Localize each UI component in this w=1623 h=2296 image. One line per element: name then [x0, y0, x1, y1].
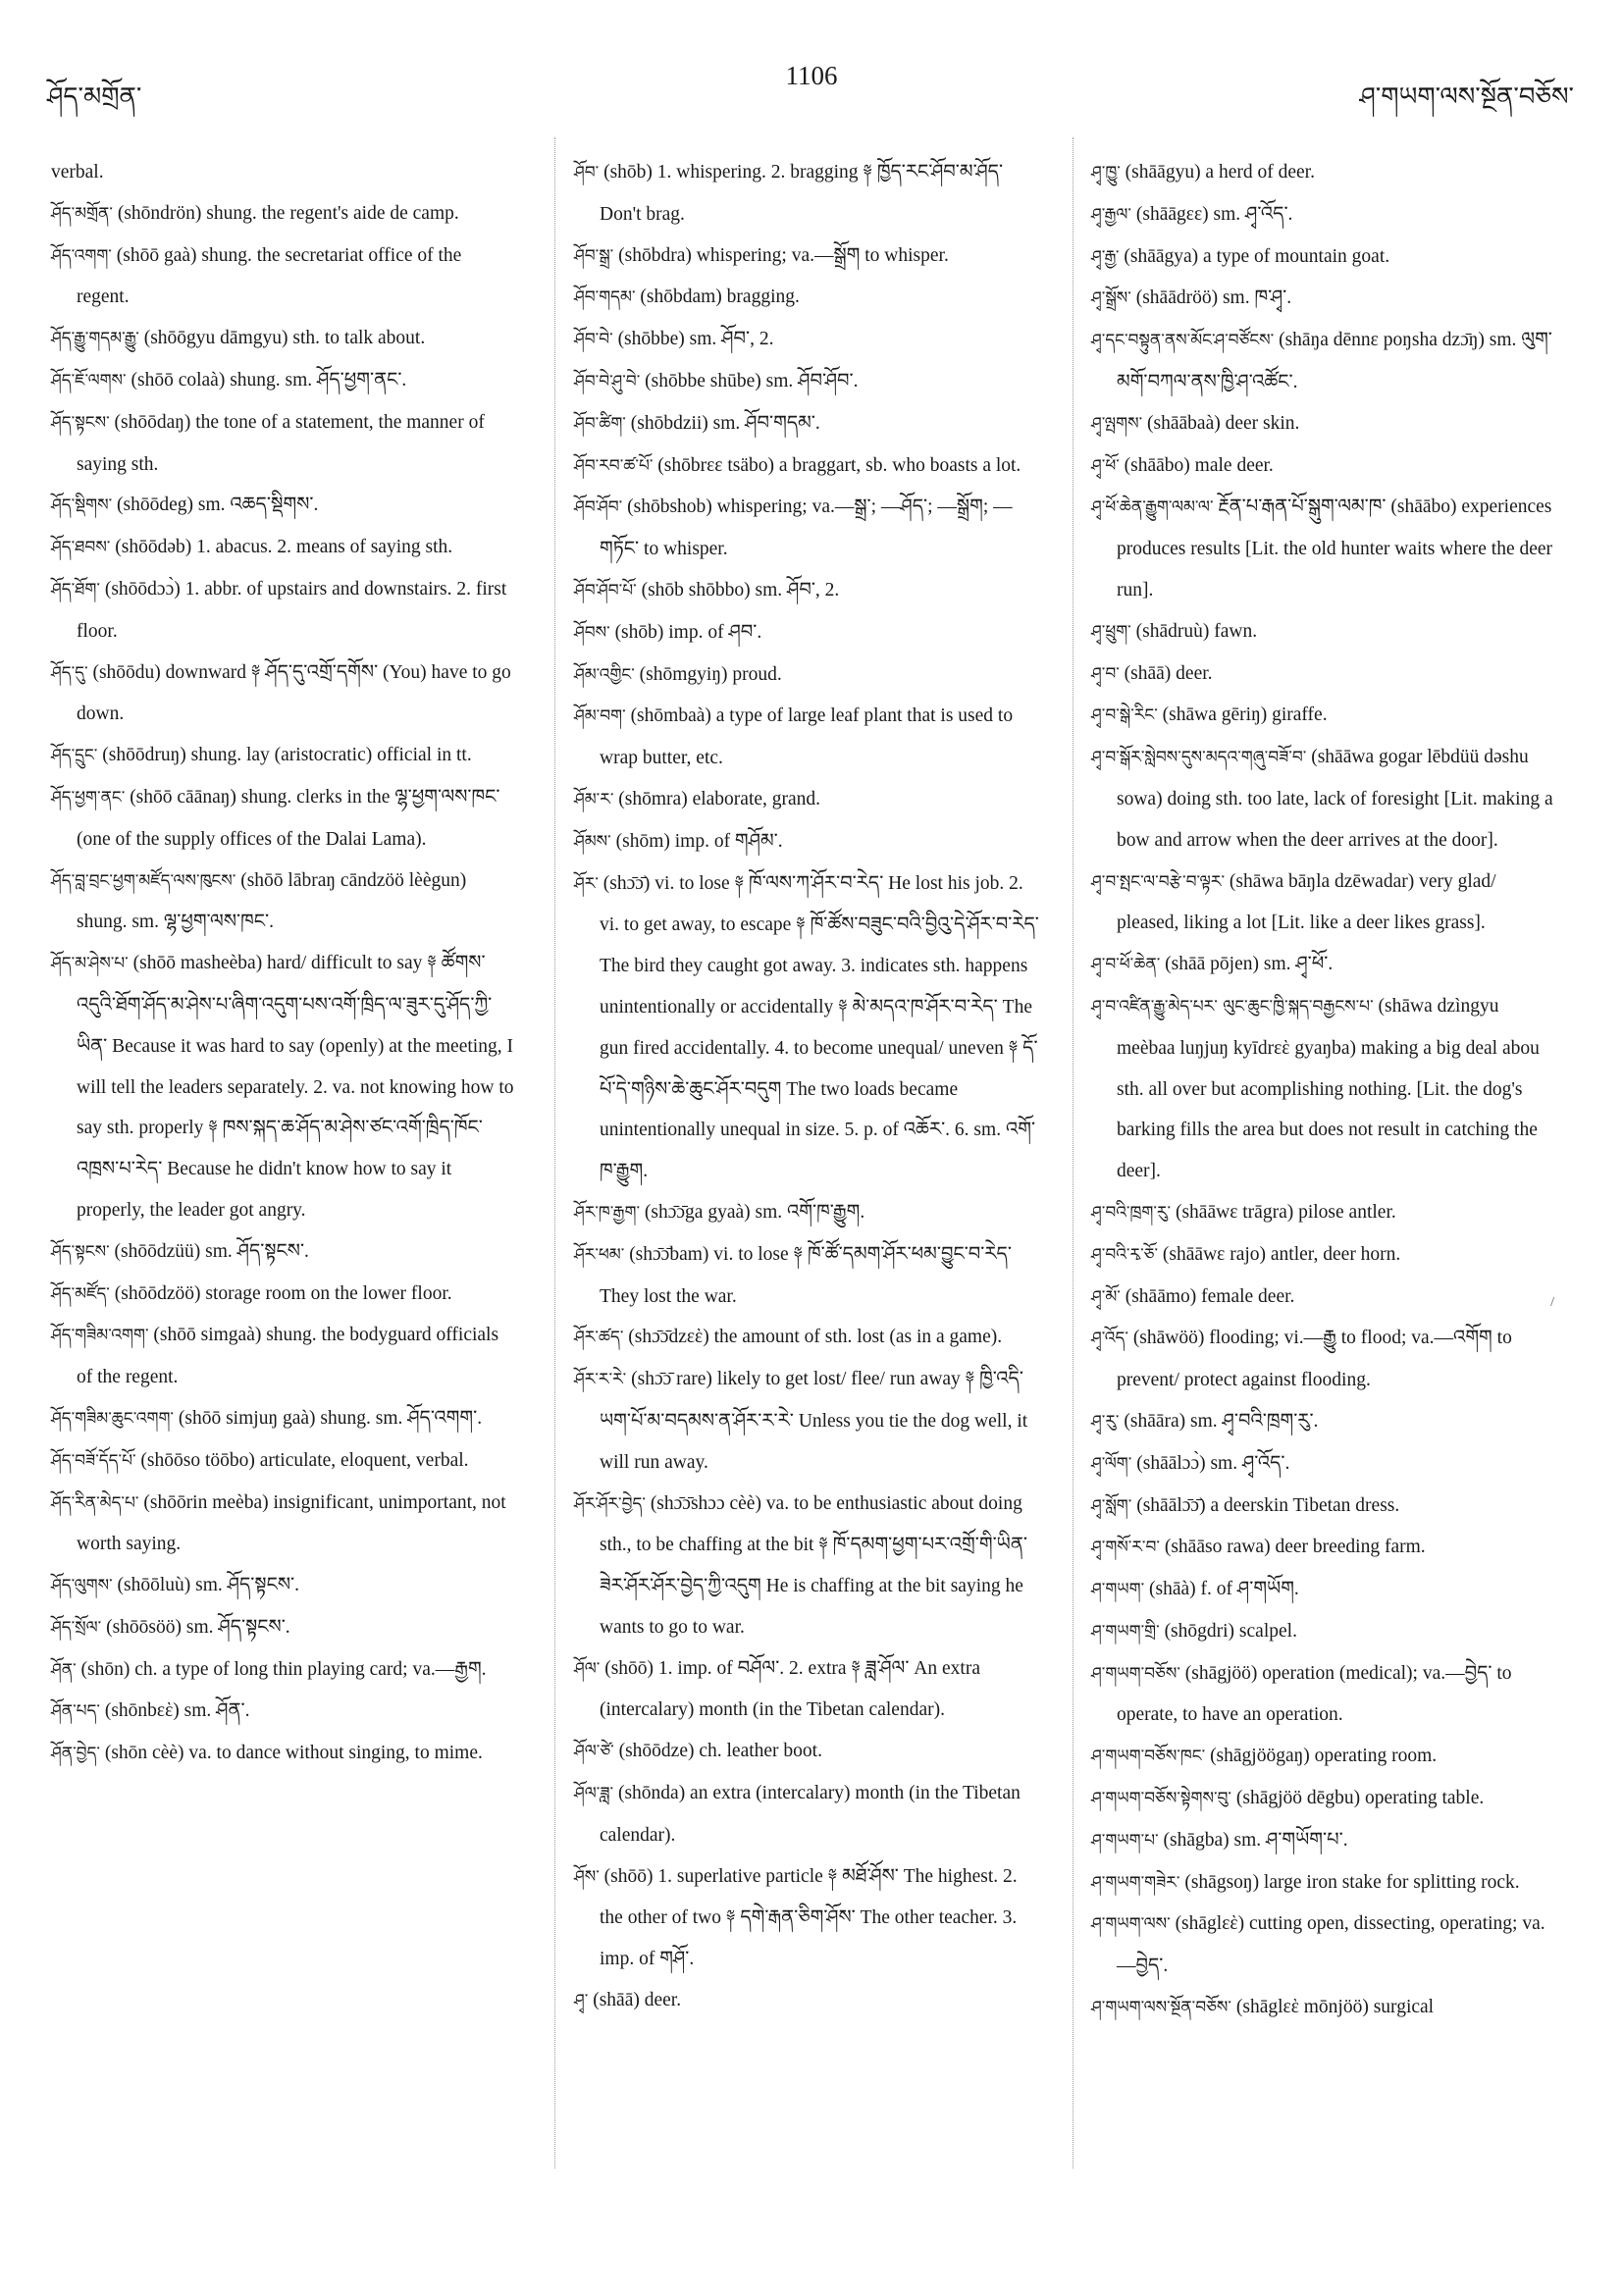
- entry-definition: (shāā) deer.: [1124, 662, 1213, 684]
- entry-definition: (shōōsöö) sm. ཤོད་སྟངས་.: [106, 1616, 290, 1638]
- dictionary-entry: [1091, 1653, 1557, 1737]
- dictionary-entry: [51, 318, 517, 360]
- dictionary-entry: [51, 485, 517, 527]
- entry-definition: (shōōso töōbo) articulate, eloquent, verbal.: [140, 1449, 469, 1471]
- dictionary-entry: [574, 152, 1040, 235]
- entry-definition: (shɔ̄ɔ̄) vi. to lose ༈ ཁོ་ལས་ཀ་ཤོར་བ་རེད་ He lost his job. 2. vi. to get away, to escape ༈ ཁོ་ཚོས་བཟུང་བའི་བྱིའུ་དེ་ཤོར་བ་རེད་ The bird they caught got away. 3. indicates sth. happens unintentionally or accidentally ༈ མེ་མདའ་ཁ་ཤོར་བ་རེད་ The gun fired accidentally. 4. to become unequal/ uneven ༈ དོ་པོ་དེ་གཉིས་ཆེ་ཆུང་ཤོར་བདུག The two loads became unintentionally unequal in size. 5. p. of འཆོར་. 6. sm. འགོ་ཁ་རྒྱུག.: [600, 872, 1039, 1182]
- dictionary-entry: [1091, 1904, 1557, 1987]
- entry-headword: ཤ་གཡག་པ་: [1091, 1830, 1159, 1851]
- entry-definition: (shāāgya) a type of mountain goat.: [1124, 245, 1390, 267]
- entry-headword: ཤོབས་: [574, 622, 610, 643]
- dictionary-column-1: [51, 152, 517, 1775]
- dictionary-entry: [574, 863, 1040, 1192]
- entry-headword: ཤྭ་ལོག་: [1091, 1453, 1132, 1474]
- entry-definition: (shōōdu) downward ༈ ཤོད་དུ་འགྲོ་དགོས་ (You) have to go down.: [77, 661, 511, 725]
- dictionary-entry: [1091, 487, 1557, 610]
- entry-headword: ཤོད་འགག་: [51, 245, 112, 266]
- entry-headword: ཤོར་ཚད་: [574, 1328, 624, 1348]
- entry-definition: (shādruù) fawn.: [1135, 620, 1258, 642]
- entry-definition: (shāŋa dēnnε poŋsha dzɔ̄ŋ) sm. ལུག་མགོ་བཀལ་ནས་ཁྱི་ཤ་འཚོང་.: [1117, 330, 1552, 392]
- dictionary-entry: [1091, 653, 1557, 696]
- entry-definition: (shōōdəb) 1. abacus. 2. means of saying sth.: [115, 537, 453, 558]
- dictionary-entry: [574, 1234, 1040, 1318]
- dictionary-entry: [1091, 320, 1557, 403]
- dictionary-column-2: [574, 152, 1040, 2022]
- entry-headword: ཤ་གཡག་བཅོས་: [1091, 1663, 1180, 1684]
- dictionary-entry: [1091, 737, 1557, 861]
- dictionary-entry: [1091, 944, 1557, 986]
- entry-headword: ཤོད་བཟོ་དོད་པོ་: [51, 1450, 136, 1471]
- dictionary-entry: [574, 403, 1040, 445]
- dictionary-entry: [1091, 152, 1557, 194]
- dictionary-entry: [1091, 1234, 1557, 1277]
- entry-headword: ཤྭ་རྒྱ་: [1091, 246, 1120, 267]
- entry-definition: (shɔ̄ɔ̄bam) vi. to lose ༈ ཁོ་ཚོ་དམག་ཤོར་ཕམ་བྱུང་བ་རེད་ They lost the war.: [600, 1243, 1012, 1307]
- dictionary-entry: [51, 777, 517, 861]
- entry-definition: (shāāgεε) sm. ཤྭ་འོད་.: [1135, 203, 1293, 225]
- entry-headword: ཤོད་མ་ཤེས་པ་: [51, 954, 129, 974]
- entry-headword: ཤོད་མགྲོན་: [51, 203, 113, 224]
- entry-definition: (shōōdze) ch. leather boot.: [618, 1741, 822, 1762]
- entry-headword: ཤོབ་ཤོབ་པོ་: [574, 580, 637, 600]
- entry-definition: (shāāgyu) a herd of deer.: [1125, 162, 1315, 183]
- entry-headword: ཤོབ་ཤོབ་: [574, 497, 623, 518]
- entry-headword: ཤོབ་རབ་ཚ་པོ་: [574, 455, 654, 476]
- entry-definition: (shōōdruŋ) shung. lay (aristocratic) official in tt.: [102, 745, 472, 766]
- dictionary-entry: [51, 1649, 517, 1692]
- entry-headword: ཤ་གཡག་གྲི་: [1091, 1621, 1160, 1642]
- entry-headword: ཤོད་ལུགས་: [51, 1576, 113, 1596]
- dictionary-entry: [51, 861, 517, 944]
- entry-definition: (shōō colaà) shung. sm. ཤོད་ཕྱག་ནང་.: [131, 369, 407, 391]
- entry-headword: ཤྭ་འོད་: [1091, 1329, 1128, 1349]
- entry-headword: ཤ་གཡག་བཅོས་ཁང་: [1091, 1747, 1206, 1767]
- entry-headword: ཤོར་ཤོར་བྱེད་: [574, 1493, 646, 1514]
- entry-headword: ཤོད་དྲུང་: [51, 746, 98, 766]
- entry-headword: ཤ་གཡག་: [1091, 1580, 1145, 1600]
- dictionary-entry: [1091, 861, 1557, 945]
- dictionary-entry: [1091, 1862, 1557, 1905]
- dictionary-entry: [51, 360, 517, 402]
- entry-definition: (shōb shōbbo) sm. ཤོབ་, 2.: [641, 579, 840, 600]
- dictionary-entry: [574, 487, 1040, 570]
- dictionary-entry: [574, 1192, 1040, 1234]
- entry-headword: ཤོད་རིན་མེད་པ་: [51, 1492, 139, 1513]
- dictionary-entry: [574, 1484, 1040, 1648]
- entry-definition: (shāādröö) sm. ཁ་ཤྭ་.: [1135, 287, 1292, 309]
- dictionary-entry: [51, 1607, 517, 1649]
- dictionary-entry: [1091, 1318, 1557, 1401]
- entry-definition: (shāwa dzìngyu meèbaa luŋjuŋ kyīdrεὲ gyaŋba) making a big deal abou sth. all over but acomplishing nothing. [Lit. the dog's barking fills the area but does not result in catching the deer].: [1117, 995, 1540, 1182]
- entry-headword: ཤྭ་བ་ཕོ་ཆེན་: [1091, 955, 1161, 975]
- margin-mark: /: [1550, 1295, 1554, 1310]
- dictionary-entry: [51, 1274, 517, 1316]
- entry-headword: ཤོད་མཛོད་: [51, 1283, 110, 1304]
- entry-definition: (shōmgyiŋ) proud.: [639, 663, 782, 685]
- entry-definition: (shōōgyu dāmgyu) sth. to talk about.: [143, 328, 426, 349]
- entry-definition: (shōō) 1. superlative particle ༈ མཐོ་ཤོས་ The highest. 2. the other of two ༈ དགེ་རྒན་ཅིག་ཤོས་ The other teacher. 3. imp. of གཤོ་.: [600, 1865, 1018, 1970]
- dictionary-entry: [574, 821, 1040, 863]
- dictionary-entry: [1091, 236, 1557, 279]
- entry-definition: (shāāso rawa) deer breeding farm.: [1164, 1537, 1426, 1558]
- dictionary-entry: [51, 402, 517, 486]
- entry-headword: ཤྭ་ཕོ་ཆེན་རྒྱུག་ལམ་ལ་: [1091, 497, 1214, 518]
- entry-headword: ཤྭ་བའི་ཁྲག་རུ་: [1091, 1202, 1172, 1223]
- entry-headword: ཤྭ་རུ་: [1091, 1411, 1120, 1432]
- entry-definition: (shōb) imp. of ཤབ་.: [614, 621, 762, 643]
- entry-headword: ཤོས་: [574, 1866, 600, 1887]
- dictionary-entry: [574, 696, 1040, 779]
- entry-headword: ཤོབ་: [574, 163, 600, 183]
- entry-definition: རྔོན་པ་རྒན་པོ་སྒུག་ལམ་ཁ་ (shāābo) experiences produces results [Lit. the old hunter waits where the deer run].: [1117, 496, 1553, 600]
- dictionary-entry: [51, 527, 517, 569]
- entry-headword: ཤོབ་སྒྲ་: [574, 245, 614, 266]
- entry-definition: (shōō masheèba) hard/ difficult to say ༈ ཚོགས་འདུའི་ཐོག་ཤོད་མ་ཤེས་པ་ཞིག་འདུག་པས་འགོ་ཁྲིད་ལ་ཟུར་དུ་ཤོད་ཀྱི་ཡིན་ Because it was hard to say (openly) at the meeting, I will tell the leaders separately. 2. va. not knowing how to say sth. properly ༈ ཁས་སྐད་ཆ་ཤོད་མ་ཤེས་ཙང་འགོ་ཁྲིད་ཁོང་འཁྲས་པ་རེད་ Because he didn't know how to say it properly, the leader got angry.: [77, 953, 514, 1221]
- entry-definition: (shōmra) elaborate, grand.: [618, 788, 821, 809]
- column-divider: [554, 137, 556, 2168]
- entry-definition: (shōm) imp. of གཤོམ་.: [615, 830, 783, 852]
- entry-headword: ཤོད་སྲོལ་: [51, 1617, 102, 1638]
- entry-headword: ཤོར་: [574, 873, 599, 894]
- dictionary-entry: [574, 1317, 1040, 1359]
- entry-definition: (shōbbe shūbe) sm. ཤོབ་ཤོབ་.: [645, 370, 859, 391]
- entry-definition: (shōōdeg) sm. འཆད་སྡིགས་.: [117, 495, 319, 516]
- dictionary-entry: [574, 1856, 1040, 1980]
- entry-headword: ཤོལ་: [574, 1658, 601, 1679]
- entry-definition: (shāālɔɔ̀) sm. ཤྭ་འོད་.: [1136, 1452, 1290, 1474]
- entry-definition: (shāgjöö) operation (medical); va.—བྱེད་ to operate, to have an operation.: [1117, 1662, 1512, 1726]
- entry-definition: (shōn cèè) va. to dance without singing, to mime.: [104, 1743, 483, 1764]
- entry-headword: ཤོམས་: [574, 831, 611, 852]
- dictionary-entry: [51, 1565, 517, 1607]
- entry-headword: ཤོབ་བེ་ཤུ་བེ་: [574, 371, 641, 391]
- entry-definition: (shōbrεε tsäbo) a braggart, sb. who boasts a lot.: [657, 454, 1021, 476]
- entry-definition: (shāgsoŋ) large iron stake for splitting rock.: [1184, 1871, 1520, 1893]
- dictionary-entry: [1091, 986, 1557, 1192]
- entry-definition: (shāgjöö dēgbu) operating table.: [1235, 1788, 1485, 1809]
- entry-definition: (shōgdri) scalpel.: [1164, 1620, 1297, 1642]
- entry-definition: (shāgba) sm. ཤ་གཡོག་པ་.: [1163, 1829, 1348, 1851]
- entry-definition: (shōō lābraŋ cāndzöö lèègun) shung. sm. ལྷ་ཕྱག་ལས་ཁང་.: [77, 869, 467, 933]
- entry-definition: (shāāwε rajo) antler, deer horn.: [1162, 1243, 1401, 1265]
- entry-definition: (shōndrön) shung. the regent's aide de camp.: [117, 202, 459, 224]
- running-head-left: ཤོད་མགྲོན་: [47, 82, 142, 112]
- entry-headword: ཤ་གཡག་གཟེར་: [1091, 1872, 1180, 1893]
- entry-definition: (shōō simgaà) shung. the bodyguard officials of the regent.: [77, 1325, 499, 1388]
- entry-definition: (shāālɔ̄ɔ̄) a deerskin Tibetan dress.: [1136, 1494, 1400, 1516]
- entry-headword: ཤོར་ཁ་རྒྱག་: [574, 1202, 641, 1223]
- entry-definition: (shōbbe) sm. ཤོབ་, 2.: [617, 329, 774, 350]
- entry-headword: ཤོན་པད་: [51, 1701, 100, 1722]
- entry-definition: (shōōdzöö) storage room on the lower floor.: [114, 1282, 452, 1304]
- entry-definition: (shɔ̄ɔ̄ga gyaà) sm. འགོ་ཁ་རྒྱུག.: [644, 1201, 865, 1223]
- entry-headword: ཤྭ་སྒྲོས་: [1091, 288, 1131, 309]
- entry-definition: (shāābaà) deer skin.: [1147, 412, 1300, 434]
- dictionary-entry: [1091, 1443, 1557, 1486]
- dictionary-entry: [1091, 1277, 1557, 1319]
- entry-headword: ཤ་གཡག་བཅོས་སྟེགས་བུ་: [1091, 1789, 1232, 1809]
- dictionary-entry: [51, 1398, 517, 1440]
- dictionary-entry: [51, 1483, 517, 1566]
- entry-definition: (shōōdɔɔ̀) 1. abbr. of upstairs and downstairs. 2. first floor.: [77, 578, 507, 642]
- dictionary-entry: [574, 779, 1040, 821]
- entry-definition: (shāwa gēriŋ) giraffe.: [1162, 704, 1328, 726]
- entry-definition: (shāwöö) flooding; vi.—རྒྱུ to flood; va.—འགོག to prevent/ protect against flooding.: [1117, 1328, 1512, 1391]
- entry-definition: (shāglεὲ) cutting open, dissecting, operating; va.—བྱེད་.: [1117, 1913, 1545, 1977]
- entry-headword: ཤྭ་ཕོ་: [1091, 455, 1120, 476]
- entry-headword: ཤྭ་བའི་རྭ་ཅོ་: [1091, 1244, 1159, 1265]
- dictionary-entry: [1091, 1987, 1557, 2029]
- entry-headword: ཤོན་བྱེད་: [51, 1744, 100, 1764]
- page-header: [0, 0, 1623, 137]
- dictionary-entry: [1091, 445, 1557, 488]
- entry-headword: ཤོད་སྟངས་: [51, 1241, 110, 1262]
- entry-definition: (shōō cāānaŋ) shung. clerks in the ལྷ་ཕྱག་ལས་ཁང་ (one of the supply offices of the Dalai Lama).: [77, 786, 500, 850]
- dictionary-entry: [574, 235, 1040, 278]
- entry-headword: ཤྭ་རྒྱལ་: [1091, 204, 1132, 225]
- dictionary-entry: [51, 1440, 517, 1483]
- dictionary-entry: [1091, 695, 1557, 737]
- entry-headword: ཤོད་སྡིགས་: [51, 496, 113, 516]
- dictionary-entry: [51, 1691, 517, 1733]
- entry-headword: ཤྭ་གསོ་ར་བ་: [1091, 1538, 1160, 1558]
- entry-definition: (shōnbεὲ) sm. ཤོན་.: [104, 1700, 250, 1722]
- entry-headword: ཤོད་ཐབས་: [51, 538, 111, 558]
- entry-definition: (shāā pōjen) sm. ཤྭ་ཕོ་.: [1165, 954, 1334, 975]
- entry-definition: (shāāwε trāgra) pilose antler.: [1175, 1201, 1396, 1223]
- dictionary-entry: [51, 943, 517, 1231]
- entry-headword: ཤོད་རྒྱུ་གདམ་རྒྱུ་: [51, 329, 139, 349]
- dictionary-entry: [51, 1733, 517, 1775]
- entry-definition: (shōōdaŋ) the tone of a statement, the manner of saying sth.: [77, 411, 485, 475]
- entry-headword: ཤོར་ཕམ་: [574, 1244, 625, 1265]
- column-divider: [1073, 137, 1074, 2168]
- dictionary-entry: [574, 361, 1040, 403]
- entry-definition: (shōō) 1. imp. of བཤོལ་. 2. extra ༈ ཟླ་ཤོལ་ An extra (intercalary) month (in the Tibetan calendar).: [600, 1657, 980, 1721]
- dictionary-entry: [1091, 278, 1557, 320]
- dictionary-entry: [51, 569, 517, 652]
- entry-headword: ཤོད་གཟིམ་ཆུང་འགག་: [51, 1408, 175, 1429]
- dictionary-entry: [1091, 1192, 1557, 1234]
- entry-definition: (shāglεὲ mōnjöö) surgical: [1235, 1997, 1435, 2018]
- entry-definition: (shɔ̄ɔ̄ rare) likely to get lost/ flee/ run away ༈ ཁྱི་འདི་ཡག་པོ་མ་བདམས་ན་ཤོར་ར་རེ་ Unless you tie the dog well, it will run away.: [600, 1369, 1028, 1473]
- entry-headword: ཤྭ་ཕྲུག་: [1091, 621, 1131, 642]
- entry-headword: ཤ་གཡག་ལས་སྔོན་བཅོས་: [1091, 1998, 1231, 2018]
- entry-headword: ཤོད་སྟངས་: [51, 412, 110, 433]
- entry-headword: ཤྭ་བ་སྒོར་སླེབས་དུས་མདའ་གཞུ་བཟོ་བ་: [1091, 748, 1307, 768]
- entry-definition: (shɔ̄ɔ̄shɔɔ cèè) va. to be enthusiastic about doing sth., to be chaffing at the bit ༈ ཁོ་དམག་ཕྱག་པར་འགྲོ་གི་ཡིན་ཟེར་ཤོར་ཤོར་བྱེད་ཀྱི་འདུག He is chaffing at the bit saying he wants to go to war.: [600, 1492, 1027, 1638]
- page-number: 1106: [785, 61, 838, 90]
- dictionary-entry: [1091, 1736, 1557, 1778]
- dictionary-entry: [1091, 1778, 1557, 1820]
- entry-headword: ཤོམ་བག་: [574, 706, 626, 727]
- entry-definition: (shāà) f. of ཤ་གཡོག.: [1149, 1579, 1299, 1600]
- entry-definition: (shōnda) an extra (intercalary) month (in the Tibetan calendar).: [600, 1783, 1021, 1846]
- entry-definition: verbal.: [51, 162, 104, 183]
- entry-headword: ཤྭ་བ་སྤང་ལ་བརྩེ་བ་ལྟར་: [1091, 871, 1226, 892]
- dictionary-entry: [1091, 403, 1557, 445]
- dictionary-entry: [51, 652, 517, 736]
- entry-headword: ཤྭ་ལྤགས་: [1091, 413, 1143, 434]
- entry-headword: ཤྭ་དང་བསྟུན་ནས་མོང་ཤ་བཙོངས་: [1091, 331, 1275, 351]
- dictionary-column-3: [1091, 152, 1557, 2029]
- dictionary-entry: [574, 1648, 1040, 1732]
- entry-headword: ཤྭ་ཁྱུ་: [1091, 163, 1121, 183]
- entry-headword: ཤོམ་ར་: [574, 789, 614, 809]
- dictionary-entry: [574, 319, 1040, 361]
- entry-definition: (shāābo) male deer.: [1124, 454, 1274, 476]
- dictionary-entry: [51, 235, 517, 319]
- dictionary-entry: [51, 1231, 517, 1274]
- entry-headword: ཤྭ་བ་སྒེ་རིང་: [1091, 705, 1158, 726]
- entry-headword: ཤ་གཡག་ལས་: [1091, 1914, 1171, 1935]
- entry-definition: (shōbshob) whispering; va.—སྒྲ་; —ཤོད་; —སྒྲོག; —གཏོང་ to whisper.: [600, 496, 1013, 560]
- entry-headword: ཤོད་བླ་བྲང་ཕྱག་མཛོད་ལས་ཁུངས་: [51, 870, 236, 891]
- entry-headword: ཤོལ་ཙེ་: [574, 1742, 614, 1762]
- entry-headword: ཤྭ་སློག་: [1091, 1495, 1132, 1516]
- dictionary-entry: [51, 1315, 517, 1398]
- entry-headword: ཤོད་གཟིམ་འགག་: [51, 1326, 149, 1346]
- entry-definition: (shāā) deer.: [593, 1990, 682, 2011]
- entry-definition: (shāwa bāŋla dzēwadar) very glad/ pleased, liking a lot [Lit. like a deer likes grass].: [1117, 870, 1496, 934]
- entry-definition: (shāāmo) female deer.: [1125, 1285, 1295, 1307]
- dictionary-entry: [574, 1773, 1040, 1856]
- entry-headword: ཤྭ་མོ་: [1091, 1286, 1121, 1307]
- entry-definition: (shōō gaà) shung. the secretariat office of the regent.: [77, 244, 462, 308]
- dictionary-entry: [1091, 1527, 1557, 1569]
- dictionary-entry: [1091, 194, 1557, 236]
- entry-headword: ཤྭ་: [574, 1991, 589, 2011]
- dictionary-entry: [51, 152, 517, 193]
- entry-definition: (shāāra) sm. ཤྭ་བའི་ཁྲག་རུ་.: [1124, 1410, 1319, 1432]
- dictionary-entry: [574, 1731, 1040, 1773]
- entry-definition: (shāāwa gogar lēbdüü dəshu sowa) doing sth. too late, lack of foresight [Lit. making a bow and arrow when the deer arrives at the door].: [1117, 747, 1553, 851]
- dictionary-entry: [574, 1980, 1040, 2022]
- dictionary-entry: [51, 193, 517, 235]
- entry-definition: (shɔ̄ɔ̄dzεὲ) the amount of sth. lost (as in a game).: [628, 1327, 1003, 1348]
- entry-definition: (shōn) ch. a type of long thin playing card; va.—རྒྱག.: [80, 1658, 487, 1680]
- entry-definition: (shōmbaà) a type of large leaf plant that is used to wrap butter, etc.: [600, 705, 1014, 769]
- dictionary-entry: [1091, 1401, 1557, 1443]
- dictionary-entry: [574, 1359, 1040, 1483]
- entry-definition: (shōb) 1. whispering. 2. bragging ༈ ཁྱོད་རང་ཤོབ་མ་ཤོད་ Don't brag.: [600, 162, 1004, 225]
- dictionary-entry: [1091, 1569, 1557, 1611]
- running-head-right: ཤ་གཡག་ལས་སྔོན་བཅོས་: [1359, 82, 1574, 112]
- entry-headword: ཤོད་ཇོ་ལགས་: [51, 370, 127, 391]
- entry-headword: ཤོབ་ཚིག་: [574, 413, 626, 434]
- dictionary-entry: [1091, 1820, 1557, 1862]
- entry-headword: ཤོབ་བེ་: [574, 330, 613, 350]
- entry-definition: (shōbdzii) sm. ཤོབ་གདམ་.: [630, 412, 820, 434]
- dictionary-entry: [1091, 1486, 1557, 1528]
- dictionary-entry: [574, 570, 1040, 612]
- entry-definition: (shōōdzüü) sm. ཤོད་སྟངས་.: [114, 1240, 309, 1262]
- entry-definition: (shōōluù) sm. ཤོད་སྟངས་.: [117, 1575, 299, 1596]
- entry-headword: ཤྭ་བ་འཛིན་རྒྱུ་མེད་པར་ ལུང་ཆུང་ཁྱི་སྐད་བརྒྱངས་པ་: [1091, 996, 1374, 1017]
- entry-headword: ཤོབ་གདམ་: [574, 287, 636, 308]
- dictionary-entry: [574, 612, 1040, 654]
- entry-definition: (shāgjöögaŋ) operating room.: [1210, 1746, 1438, 1767]
- entry-definition: (shōōrin meèba) insignificant, unimportant, not worth saying.: [77, 1491, 506, 1555]
- entry-definition: (shōō simjuŋ gaà) shung. sm. ཤོད་འགག་.: [178, 1407, 483, 1429]
- entry-headword: ཤོལ་ཟླ་: [574, 1784, 614, 1804]
- entry-headword: ཤོད་ཐོག་: [51, 579, 100, 600]
- entry-headword: ཤོད་ཕྱག་ནང་: [51, 787, 126, 808]
- entry-headword: ཤོན་: [51, 1659, 77, 1680]
- dictionary-entry: [574, 445, 1040, 488]
- entry-definition: (shōbdra) whispering; va.—སྒྲོག to whisper.: [618, 244, 949, 266]
- dictionary-entry: [1091, 611, 1557, 653]
- dictionary-entry: [1091, 1611, 1557, 1653]
- entry-definition: (shōbdam) bragging.: [640, 287, 800, 308]
- dictionary-entry: [574, 277, 1040, 319]
- dictionary-entry: [574, 654, 1040, 697]
- dictionary-entry: [51, 735, 517, 777]
- entry-headword: ཤོར་ར་རེ་: [574, 1370, 627, 1390]
- entry-headword: ཤྭ་བ་: [1091, 663, 1120, 684]
- entry-headword: ཤོད་དུ་: [51, 662, 88, 683]
- entry-headword: ཤོམ་འགྱིང་: [574, 664, 635, 685]
